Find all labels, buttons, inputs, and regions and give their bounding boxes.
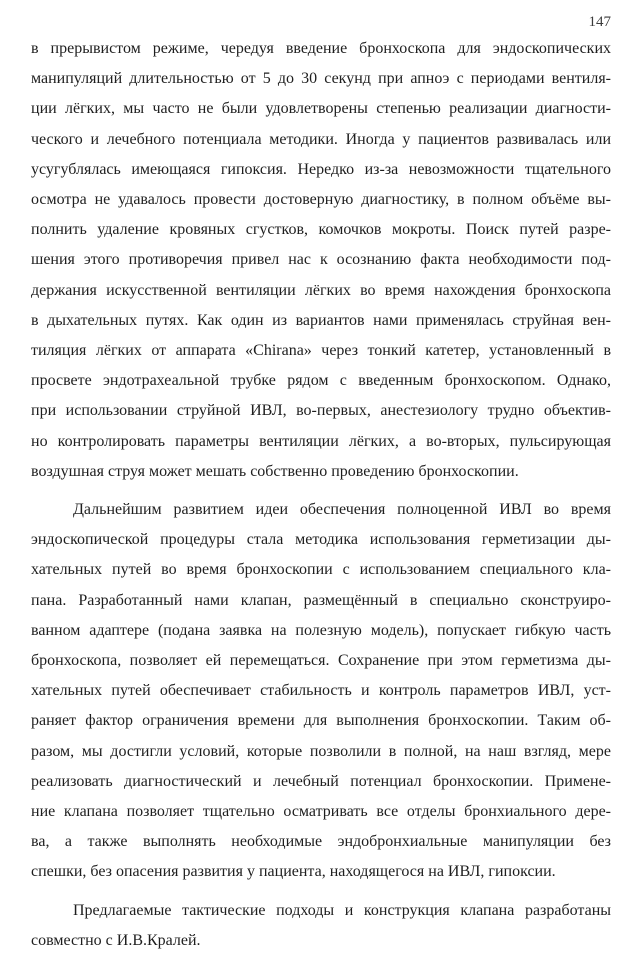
text-line: в дыхательных путях. Как один из вариантов нами применялась струйная вен- xyxy=(31,312,611,329)
text-line: но контролировать параметры вентиляции лёгких, а во-вторых, пульсирующая xyxy=(31,433,611,450)
text-line: реализовать диагностический и лечебный потенциал бронхоскопии. Примене- xyxy=(31,773,611,790)
text-line: осмотра не удавалось провести достоверную диагностику, в полном объёме вы- xyxy=(31,191,611,208)
text-line: спешки, без опасения развития у пациента, находящегося на ИВЛ, гипоксии. xyxy=(31,863,556,880)
text-line: в прерывистом режиме, чередуя введение бронхоскопа для эндоскопических xyxy=(31,40,611,57)
text-line: совместно с И.В.Кралей. xyxy=(31,932,201,949)
page-number: 147 xyxy=(588,14,611,30)
text-line: хательных путей во время бронхоскопии с использованием специального кла- xyxy=(31,561,611,578)
text-line: разом, мы достигли условий, которые позволили в полной, на наш взгляд, мере xyxy=(31,743,611,760)
text-line: держания искусственной вентиляции лёгких во время нахождения бронхоскопа xyxy=(31,282,611,299)
text-line: тиляция лёгких от аппарата «Chirana» через тонкий катетер, установленный в xyxy=(31,342,611,359)
text-line: манипуляций длительностью от 5 до 30 секунд при апноэ с периодами вентиля- xyxy=(31,70,611,87)
text-line: полнить удаление кровяных сгустков, комочков мокроты. Поиск путей разре- xyxy=(31,221,611,238)
text-line: воздушная струя может мешать собственно проведению бронхоскопии. xyxy=(31,463,519,480)
text-line: раняет фактор ограничения времени для выполнения бронхоскопии. Таким об- xyxy=(31,712,611,729)
text-line: ции лёгких, мы часто не были удовлетворены степенью реализации диагности- xyxy=(31,100,611,117)
text-line: ние клапана позволяет тщательно осматривать все отделы бронхиального дере- xyxy=(31,803,611,820)
text-line: ванном адаптере (подана заявка на полезную модель), попускает гибкую часть xyxy=(31,622,611,639)
text-line: усугублялась имеющаяся гипоксия. Нередко из-за невозможности тщательного xyxy=(31,161,611,178)
text-line: хательных путей обеспечивает стабильность и контроль параметров ИВЛ, уст- xyxy=(31,682,611,699)
text-line: бронхоскопа, позволяет ей перемещаться. Сохранение при этом герметизма ды- xyxy=(31,652,611,669)
text-line: эндоскопической процедуры стала методика использования герметизации ды- xyxy=(31,531,611,548)
text-line: пана. Разработанный нами клапан, размещённый в специально сконструиро- xyxy=(31,592,611,609)
text-line: просвете эндотрахеальной трубке рядом с введенным бронхоскопом. Однако, xyxy=(31,372,611,389)
text-line: при использовании струйной ИВЛ, во-первых, анестезиологу трудно объектив- xyxy=(31,402,611,419)
text-line: Предлагаемые тактические подходы и конструкция клапана разработаны xyxy=(73,902,611,919)
text-line: ческого и лечебного потенциала методики. Иногда у пациентов развивалась или xyxy=(31,131,611,148)
text-line: ва, а также выполнять необходимые эндобронхиальные манипуляции без xyxy=(31,833,611,850)
text-line: Дальнейшим развитием идеи обеспечения полноценной ИВЛ во время xyxy=(73,501,611,518)
text-line: шения этого противоречия привел нас к осознанию факта необходимости под- xyxy=(31,251,611,268)
